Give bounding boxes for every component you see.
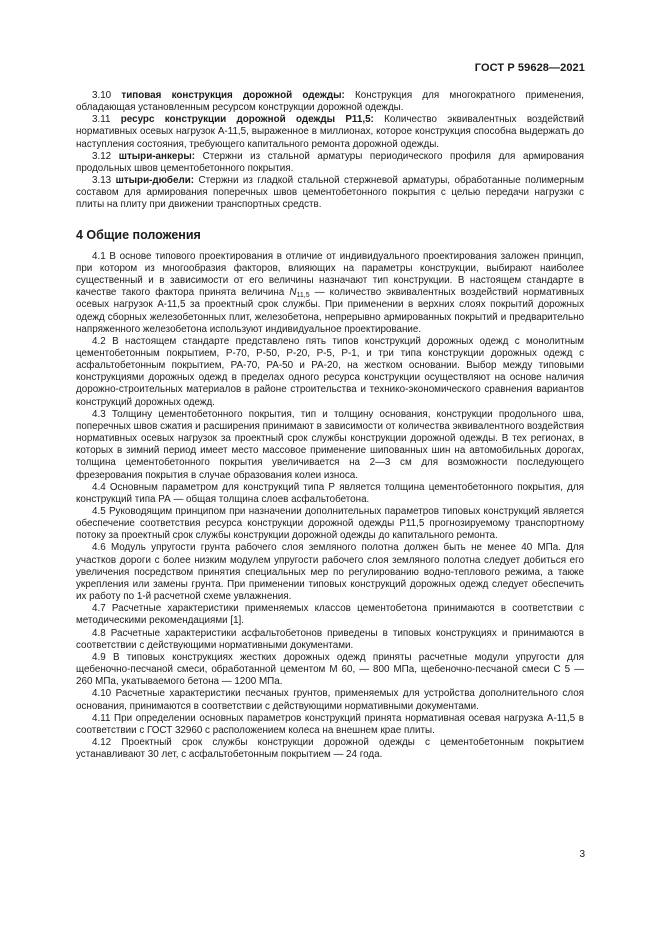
paragraph-4-10: 4.10 Расчетные характеристики песчаных грунтов, применяемых для устройства дополнительного слоя основания, принимаются в соответствии с действующими нормативными документами. xyxy=(76,688,584,712)
paragraph-4-8: 4.8 Расчетные характеристики асфальтобетонов приведены в типовых конструкциях и принимаются в соответствии с действующими нормативными документами. xyxy=(76,627,584,651)
paragraph-4-12: 4.12 Проектный срок службы конструкции дорожной одежды с цементобетонным покрытием устанавливают 30 лет, с асфальтобетонным покрытием — 24 года. xyxy=(76,736,584,761)
definition-term: типовая конструкция дорожной одежды: xyxy=(121,90,345,101)
paragraph-4-4: 4.4 Основным параметром для конструкций типа Р является толщина цементобетонного покрытия, для конструкций типа РА — общая толщина слоев асфальтобетона. xyxy=(76,481,584,505)
definition-number: 3.13 xyxy=(92,175,112,187)
definition-term: ресурс конструкции дорожной одежды P11,5: xyxy=(120,114,374,126)
definition-term: штыри-дюбели: xyxy=(115,175,195,187)
document-code-header: ГОСТ Р 59628—2021 xyxy=(474,62,585,74)
definition-text: Конструкция для многократного применения, обладающая установленным ресурсом конструкции дорожной одежды. xyxy=(76,90,584,114)
definition-number: 3.10 xyxy=(92,90,112,101)
paragraph-4-6: 4.6 Модуль упругости грунта рабочего слоя земляного полотна должен быть не менее 40 МПа. Для участков дороги с более низким модулем упругости рабочего слоя земляного полотна следует добиться его увеличения посредством принятия специальных мер по регулированию водно-теплового режима, а также укрепления или замены грунта. При применении типовых конструкций дорожных одежд следует обеспечить их работу по 1-й расчетной схеме увлажнения. xyxy=(76,542,584,603)
definitions-list xyxy=(76,90,584,212)
paragraph-4-1 xyxy=(76,251,584,336)
definition-text: Стержни из стальной арматуры периодического профиля для армирования продольных швов цементобетонного покрытия. xyxy=(76,150,584,174)
paragraph-text: 4.1 В основе типового проектирования в отличие от индивидуального проектирования заложен принцип, при котором из многообразия факторов, влияющих на параметры конструкции, выбирают наиболее существенный и в зависимости от его величины назначают тип конструкции. В настоящем стандарте в качестве такого фактора принята величина xyxy=(76,250,584,299)
definition-text: Количество эквивалентных воздействий нормативных осевых нагрузок А-11,5, выраженное в миллионах, которое конструкция способна выдержать до наступления состояния, требующего капитального ремонта дорожной одежды. xyxy=(76,114,584,150)
definition-number: 3.12 xyxy=(92,150,112,162)
paragraph-4-11: 4.11 При определении основных параметров конструкций принята нормативная осевая нагрузка А-11,5 в соответствии с ГОСТ 32960 с расположением колеса на внешнем крае плиты. xyxy=(76,712,584,736)
page-content xyxy=(76,90,584,761)
page-number: 3 xyxy=(579,849,585,860)
definition-3-11 xyxy=(76,114,584,150)
definition-3-13 xyxy=(76,175,584,211)
paragraph-4-2: 4.2 В настоящем стандарте представлено пять типов конструкций дорожных одежд с монолитным цементобетонным покрытием, Р-70, Р-50, Р-20, Р-5, Р-1, и три типа конструкции дорожных одежд с асфальтобетонным покрытием, РА-70, РА-50 и РА-20, на жестком основании. Выбор между типовыми конструкциями дорожных одежд в пределах одного ресурса конструкции осуществляют на основе наличия дорожно-строительных материалов в районе строительства и технико-экономического сравнения вариантов конструкций дорожных одежд. xyxy=(76,335,584,408)
section-heading: 4 Общие положения xyxy=(76,227,201,242)
paragraph-4-7: 4.7 Расчетные характеристики применяемых классов цементобетона принимаются в соответствии с методическими рекомендациями [1]. xyxy=(76,603,584,627)
paragraph-text: — количество эквивалентных воздействий нормативных осевых нагрузок А-11,5 за проектный срок службы. При применении в верхних слоях покрытий дорожных одежд сборных железобетонных плит, железобетона, непрерывно армированных покрытий и предварительно напряженного железобетона используют индивидуальное проектирование. xyxy=(76,287,585,335)
definition-number: 3.11 xyxy=(92,114,111,126)
paragraph-4-3: 4.3 Толщину цементобетонного покрытия, тип и толщину основания, конструкции продольного шва, поперечных швов сжатия и расширения принимают в зависимости от количества эквивалентного воздействия нормативных осевых нагрузок за проектный срок службы конструкции дорожной одежды. В тех регионах, в которых в зимний период имеет место массовое применение шипованных шин на автомобильных дорогах, толщина цементобетонного покрытия увеличивается на 2—3 см для возможности последующего фрезерования покрытия в случае образования колеи износа. xyxy=(76,408,584,481)
definition-3-12 xyxy=(76,151,584,175)
variable-n: N xyxy=(289,287,297,299)
paragraph-4-9: 4.9 В типовых конструкциях жестких дорожных одежд приняты расчетные модули упругости для щебеночно-песчаной смеси, обработанной цементом М 60, — 800 МПа, щебеночно-песчаной смеси С 5 — 260 МПа, укатываемого бетона — 1200 МПа. xyxy=(76,651,584,688)
variable-subscript: 11,5 xyxy=(296,292,310,300)
definition-3-10 xyxy=(76,90,584,114)
definition-term: штыри-анкеры: xyxy=(118,150,196,162)
paragraph-4-5: 4.5 Руководящим принципом при назначении дополнительных параметров типовых конструкций является обеспечение соответствия ресурса конструкции дорожной одежды Р11,5 прогнозируемому транспортному потоку за проектный срок службы конструкции дорожной одежды до капитального ремонта. xyxy=(76,506,584,542)
definition-text: Стержни из гладкой стальной стержневой арматуры, обработанные полимерным составом для армирования поперечных швов цементобетонного покрытия с целью передачи нагрузки с плиты на плиту при движении транспортных средств. xyxy=(76,175,584,211)
